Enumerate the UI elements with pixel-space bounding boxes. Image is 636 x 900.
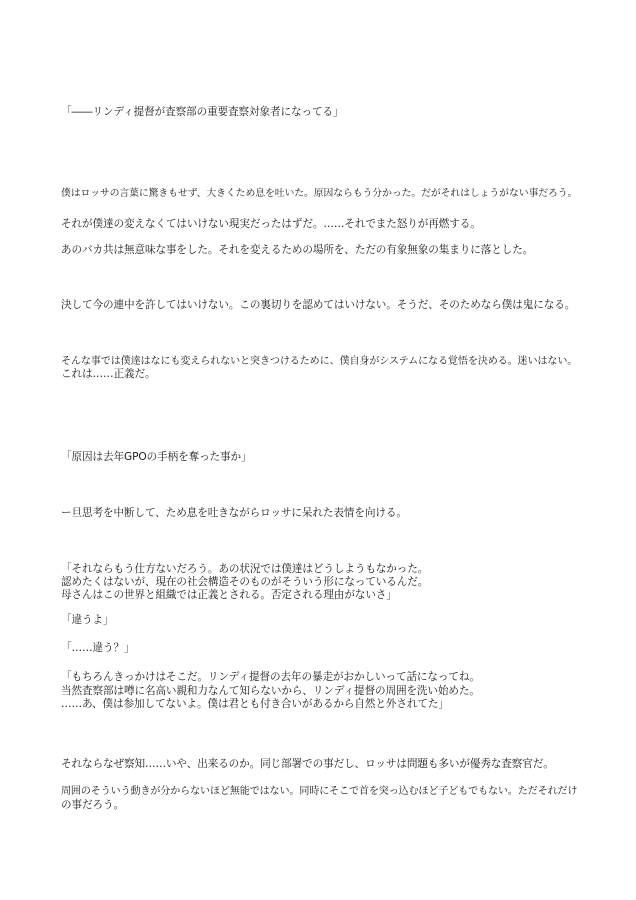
text-line: それが僕達の変えなくてはいけない現実だったはずだ。……それでまた怒りが再燃する。 xyxy=(61,218,481,230)
text-line: 「違うよ」 xyxy=(61,614,114,626)
text-line: の事だろう。 xyxy=(61,799,124,811)
text-line: 決して今の連中を許してはいけない。この裏切りを認めてはいけない。そうだ、そのためなら僕は鬼になる。 xyxy=(61,299,576,311)
text-line: これは……正義だ。 xyxy=(61,368,156,380)
text-line: 「それならもう仕方ないだろう。あの状況では僕達はどうしようもなかった。 xyxy=(61,563,429,575)
text-line: 「……違う？」 xyxy=(61,642,135,654)
text-line: 「もちろんきっかけはそこだ。リンディ提督の去年の暴走がおかしいって話になってね。 xyxy=(61,671,480,683)
text-line: あのバカ共は無意味な事をした。それを変えるための場所を、ただの有象無象の集まりに落とした。 xyxy=(61,244,534,256)
text-line: 認めたくはないが、現在の社会構造そのものがそういう形になっているんだ。 xyxy=(61,576,429,588)
text-line: ……あ、僕は参加してないよ。僕は君とも付き合いがあるから自然と外されてた」 xyxy=(61,698,449,710)
text-line: 「――リンディ提督が査察部の重要査察対象者になってる」 xyxy=(61,106,344,118)
text-line: それならなぜ察知……いや、出来るのか。同じ部署での事だし、ロッサは問題も多いが優秀な査察官だ。 xyxy=(61,758,554,770)
text-line: 当然査察部は噂に名高い親和力なんて知らないから、リンディ提督の周囲を洗い始めた。 xyxy=(61,685,480,697)
text-line: 母さんはこの世界と組織では正義とされる。否定される理由がないさ」 xyxy=(61,589,397,601)
text-line: 「原因は去年GPOの手柄を奪った事か」 xyxy=(61,451,252,463)
text-line: ー旦思考を中断して、ため息を吐きながらロッサに呆れた表情を向ける。 xyxy=(61,507,407,519)
text-line: 周囲のそういう動きが分からないほど無能ではない。同時にそこで首を突っ込むほど子どもでもない。ただそれだけ xyxy=(61,786,578,797)
text-line: そんな事では僕達はなにも変えられないと突きつけるために、僕自身がシステムになる覚悟を決める。迷いはない。 xyxy=(61,356,578,367)
text-line: 僕はロッサの言葉に驚きもせず、大きくため息を吐いた。原因ならもう分かった。だがそれはしょうがない事だろう。 xyxy=(61,188,578,199)
